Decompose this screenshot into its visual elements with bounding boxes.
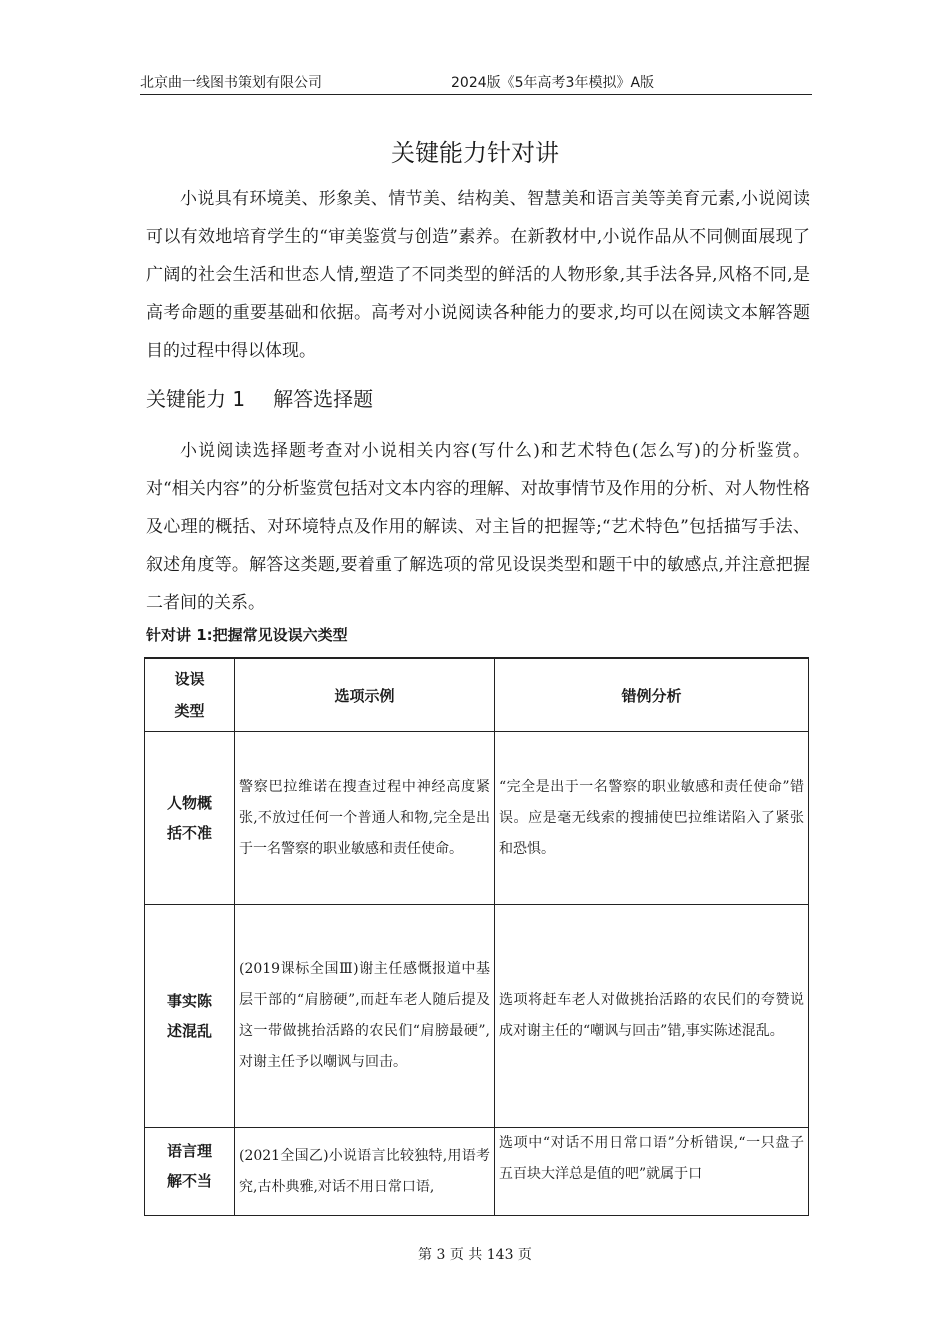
publisher-name: 北京曲一线图书策划有限公司	[140, 75, 322, 91]
section-label: 关键能力 1	[146, 387, 246, 411]
table-row	[145, 1128, 809, 1216]
page-number: 第 3 页 共 143 页	[418, 1247, 532, 1263]
example-cell: (2019课标全国Ⅲ)谢主任感慨报道中基层干部的“肩膀硬”,而赶车老人随后提及这一带做挑抬活路的农民们“肩膀最硬”,对谢主任予以嘲讽与回击。	[235, 905, 495, 1128]
table-row	[145, 905, 809, 1128]
example-cell: 警察巴拉维诺在搜查过程中神经高度紧张,不放过任何一个普通人和物,完全是出于一名警察的职业敏感和责任使命。	[235, 732, 495, 905]
error-type-cell: 语言理 解不当	[145, 1128, 235, 1216]
table-row	[145, 732, 809, 905]
error-types-table	[144, 657, 809, 1216]
table-header-row	[145, 658, 809, 732]
section-name: 解答选择题	[273, 387, 374, 411]
section-paragraph: 小说阅读选择题考查对小说相关内容(写什么)和艺术特色(怎么写)的分析鉴赏。对“相关内容”的分析鉴赏包括对文本内容的理解、对故事情节及作用的分析、对人物性格及心理的概括、对环境特点及作用的解读、对主旨的把握等;“艺术特色”包括描写手法、叙述角度等。解答这类题,要着重了解选项的常见设误类型和题干中的敏感点,并注意把握二者间的关系。	[146, 441, 810, 613]
intro-paragraph: 小说具有环境美、形象美、情节美、结构美、智慧美和语言美等美育元素,小说阅读可以有效地培育学生的“审美鉴赏与创造”素养。在新教材中,小说作品从不同侧面展现了广阔的社会生活和世态人情,塑造了不同类型的鲜活的人物形象,其手法各异,风格不同,是高考命题的重要基础和依据。高考对小说阅读各种能力的要求,均可以在阅读文本解答题目的过程中得以体现。	[146, 189, 810, 361]
example-cell: (2021全国乙)小说语言比较独特,用语考究,古朴典雅,对话不用日常口语,	[235, 1128, 495, 1216]
error-type-cell: 人物概 括不准	[145, 732, 235, 905]
analysis-cell: 选项将赶车老人对做挑抬活路的农民们的夸赞说成对谢主任的“嘲讽与回击”错,事实陈述混乱。	[495, 905, 809, 1128]
header-error-analysis: 错例分析	[495, 658, 809, 732]
table-caption: 针对讲 1:把握常见设误六类型	[146, 626, 348, 644]
header-option-example: 选项示例	[235, 658, 495, 732]
section-heading	[146, 383, 373, 412]
page-title: 关键能力针对讲	[391, 139, 559, 167]
analysis-cell: “完全是出于一名警察的职业敏感和责任使命”错误。应是毫无线索的搜捕使巴拉维诺陷入了紧张和恐惧。	[495, 732, 809, 905]
analysis-cell: 选项中“对话不用日常口语”分析错误,“一只盘子五百块大洋总是值的吧”就属于口	[495, 1128, 809, 1216]
page-header	[140, 72, 812, 95]
book-edition: 2024版《5年高考3年模拟》A版	[451, 75, 655, 91]
header-error-type: 设误 类型	[145, 658, 235, 732]
error-type-cell: 事实陈 述混乱	[145, 905, 235, 1128]
